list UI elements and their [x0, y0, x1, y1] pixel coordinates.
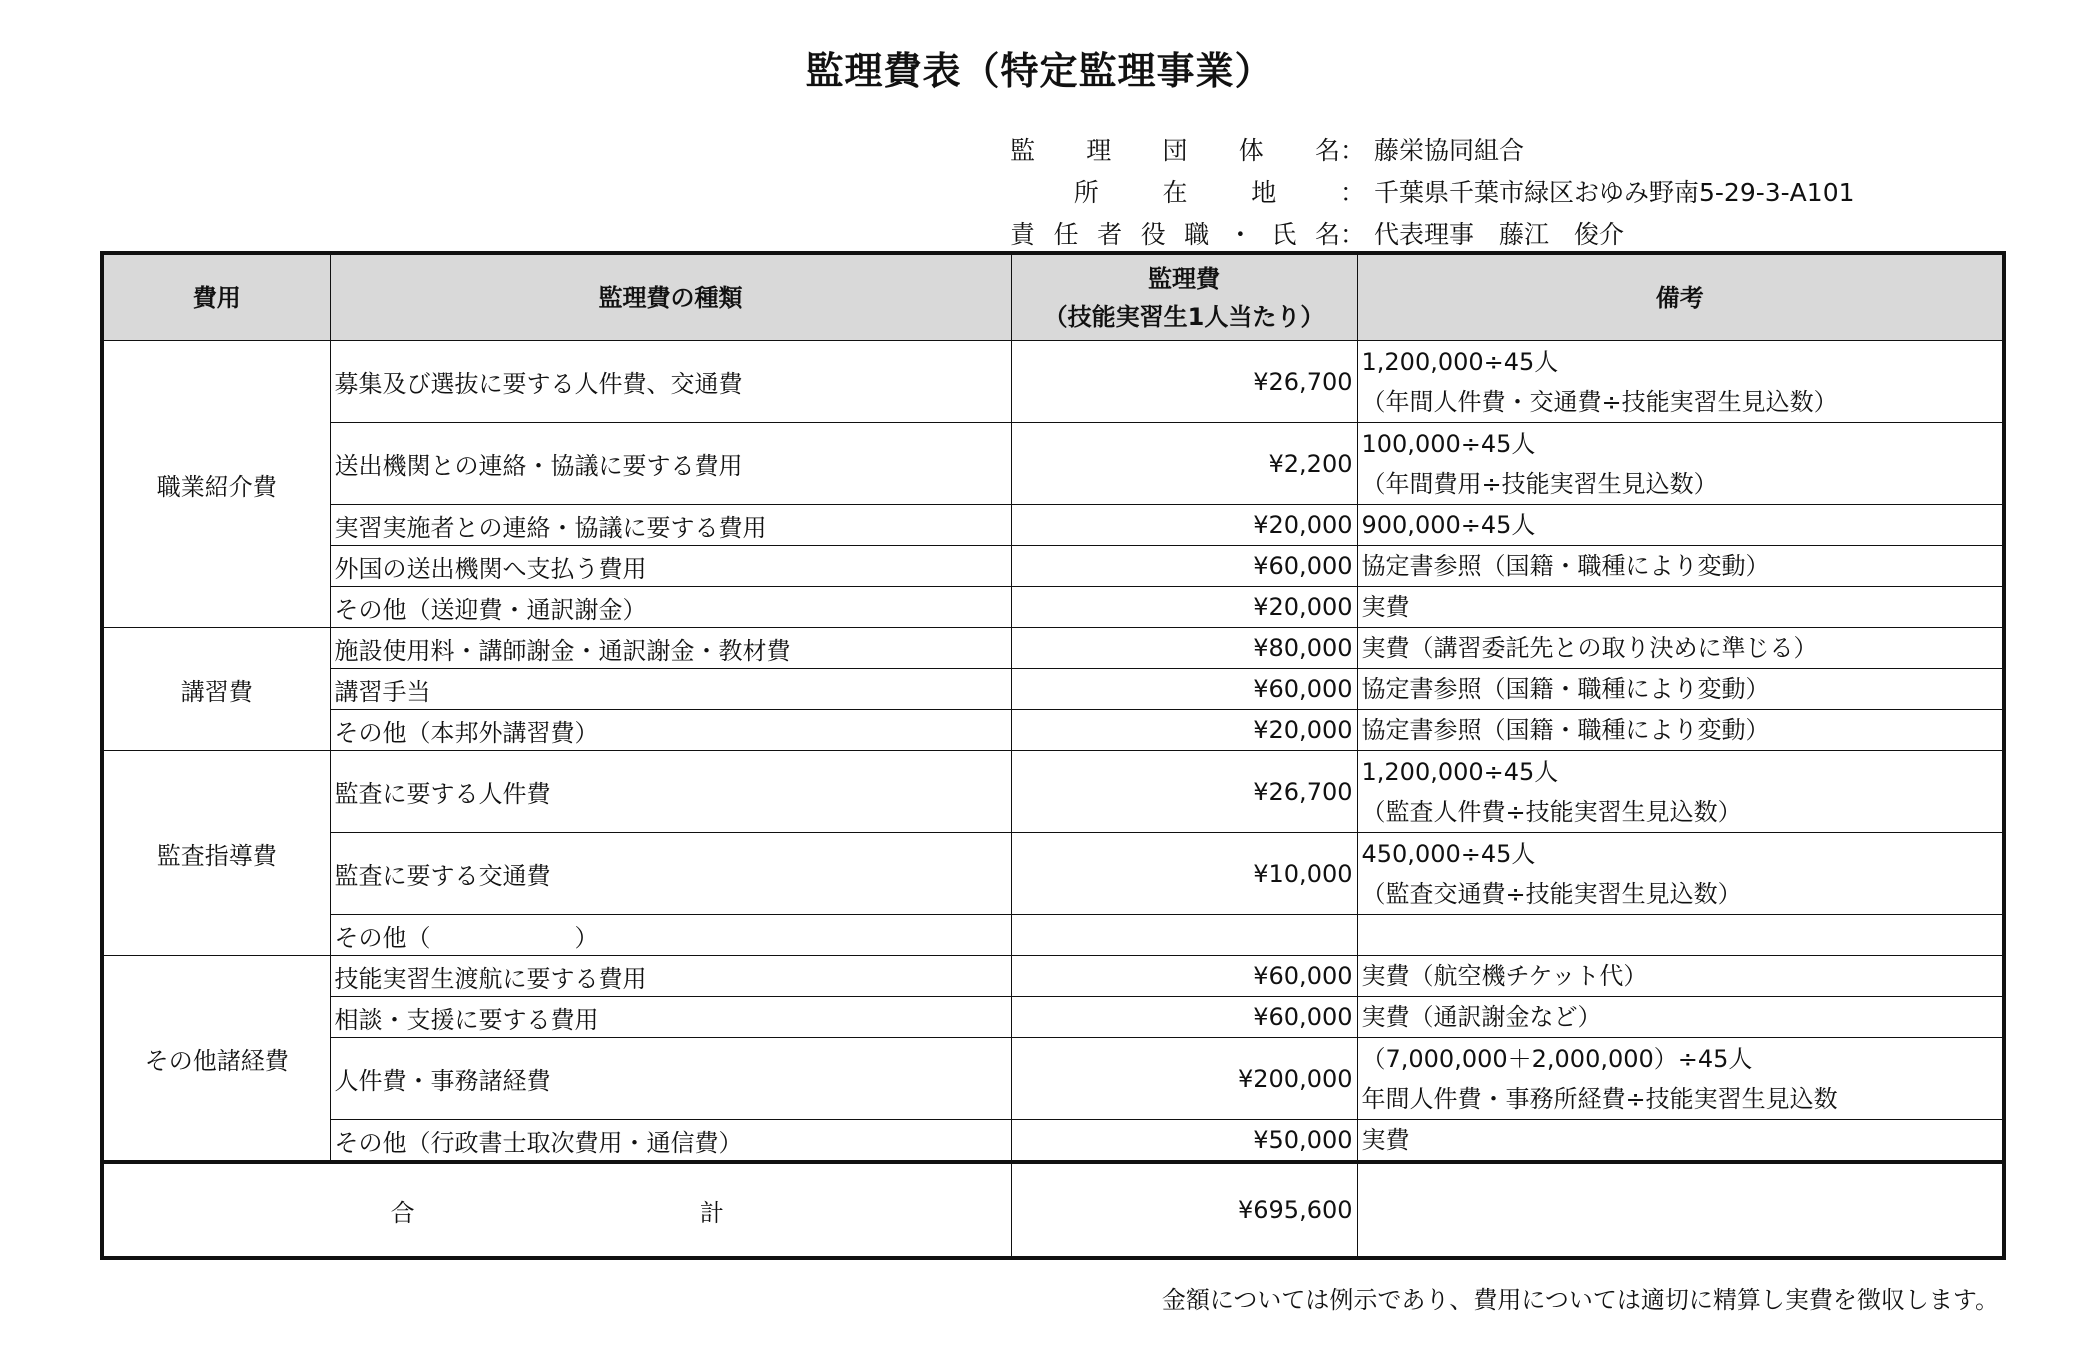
table-row: 人件費・事務諸経費 ¥200,000 （7,000,000＋2,000,000）÷45人 年間人件費・事務所経費÷技能実習生見込数	[102, 1038, 2004, 1120]
header-amount: 監理費 （技能実習生1人当たり）	[1011, 253, 1357, 341]
total-label: 合 計	[102, 1162, 1011, 1258]
table-row: その他（本邦外講習費） ¥20,000 協定書参照（国籍・職種により変動）	[102, 710, 2004, 751]
org-manager-row: 責 任 者 役 職 ・ 氏 名 ： 代表理事 藤江 俊介	[1010, 212, 1855, 254]
header-note: 備考	[1357, 253, 2004, 341]
table-row: 職業紹介費 募集及び選抜に要する人件費、交通費 ¥26,700 1,200,000÷45人 （年間人件費・交通費÷技能実習生見込数）	[102, 341, 2004, 423]
total-row	[102, 1162, 2004, 1258]
table-row: 実習実施者との連絡・協議に要する費用 ¥20,000 900,000÷45人	[102, 505, 2004, 546]
org-name-row: 監 理 団 体 名 ： 藤栄協同組合	[1010, 128, 1855, 170]
page-title: 監理費表（特定監理事業）	[805, 49, 1274, 93]
org-manager-value: 代表理事 藤江 俊介	[1374, 220, 1625, 249]
category-cell: 職業紹介費	[102, 341, 330, 628]
table-row: その他（ ）	[102, 915, 2004, 956]
table-row: 監査指導費 監査に要する人件費 ¥26,700 1,200,000÷45人 （監査人件費÷技能実習生見込数）	[102, 751, 2004, 833]
org-name-label: 監 理 団 体 名	[1010, 136, 1340, 165]
category-cell: 監査指導費	[102, 751, 330, 956]
table-row: その他（送迎費・通訳謝金） ¥20,000 実費	[102, 587, 2004, 628]
org-address-value: 千葉県千葉市緑区おゆみ野南5-29-3-A101	[1374, 178, 1855, 207]
org-address-label: 所 在 地	[1073, 178, 1277, 207]
table-row: その他（行政書士取次費用・通信費） ¥50,000 実費	[102, 1120, 2004, 1163]
total-amount: ¥695,600	[1011, 1162, 1357, 1258]
organization-info	[1010, 128, 1855, 254]
header-type: 監理費の種類	[330, 253, 1011, 341]
table-row: その他諸経費 技能実習生渡航に要する費用 ¥60,000 実費（航空機チケット代）	[102, 956, 2004, 997]
table-row: 講習手当 ¥60,000 協定書参照（国籍・職種により変動）	[102, 669, 2004, 710]
table-header-row	[102, 253, 2004, 341]
category-cell: その他諸経費	[102, 956, 330, 1163]
table-row: 講習費 施設使用料・講師謝金・通訳謝金・教材費 ¥80,000 実費（講習委託先との取り決めに準じる）	[102, 628, 2004, 669]
table-row: 送出機関との連絡・協議に要する費用 ¥2,200 100,000÷45人 （年間費用÷技能実習生見込数）	[102, 423, 2004, 505]
fee-table	[100, 251, 2006, 1260]
table-row: 相談・支援に要する費用 ¥60,000 実費（通訳謝金など）	[102, 997, 2004, 1038]
total-note	[1357, 1162, 2004, 1258]
table-row: 外国の送出機関へ支払う費用 ¥60,000 協定書参照（国籍・職種により変動）	[102, 546, 2004, 587]
org-name-value: 藤栄協同組合	[1374, 136, 1525, 165]
category-cell: 講習費	[102, 628, 330, 751]
footnote: 金額については例示であり、費用については適切に精算し実費を徴収します。	[1161, 1286, 1999, 1314]
org-manager-label: 責 任 者 役 職 ・ 氏 名	[1010, 220, 1340, 249]
org-address-row: 所 在 地 ： 千葉県千葉市緑区おゆみ野南5-29-3-A101	[1010, 170, 1855, 212]
header-category: 費用	[102, 253, 330, 341]
table-row: 監査に要する交通費 ¥10,000 450,000÷45人 （監査交通費÷技能実習生見込数）	[102, 833, 2004, 915]
